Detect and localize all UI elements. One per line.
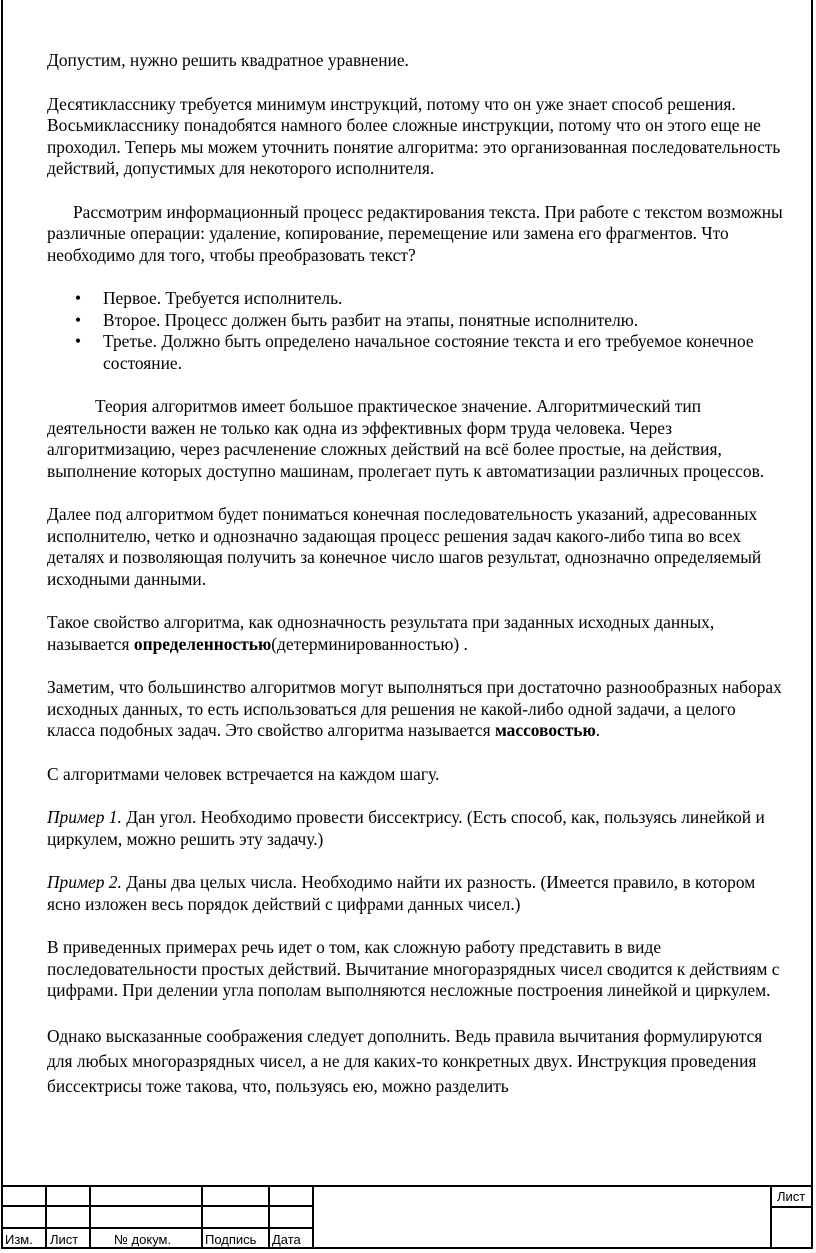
title-block-col-line	[268, 1185, 270, 1249]
paragraph-examples-discussion: В приведенных примерах речь идет о том, как сложную работу представить в виде последовательности простых действий. Вычитание многоразрядных чисел сводится к действиям с цифрами. При делении угла пополам выполняются несложные построения линейкой и циркулем.	[47, 937, 780, 1000]
text-span: Такое свойство алгоритма, как однозначность результата при заданных исходных данных, называется	[47, 612, 715, 654]
title-block-col-line	[770, 1185, 772, 1249]
text-span: .	[595, 720, 601, 740]
title-block-col-line	[312, 1185, 314, 1249]
label-date: Дата	[272, 1232, 301, 1247]
text-span: Дан угол. Необходимо провести биссектрису. (Есть способ, как, пользуясь линейкой и циркулем, можно решить эту задачу.)	[47, 807, 765, 849]
example-label: Пример 1.	[47, 807, 122, 827]
title-block-row-line	[1, 1227, 313, 1229]
paragraph-text-editing: Рассмотрим информационный процесс редактирования текста. При работе с текстом возможны различные операции: удаление, копирование, перемещение или замена его фрагментов. Что необходимо для того, чтобы преобразовать текст?	[47, 201, 783, 265]
list-item: • Третье. Должно быть определено начальное состояние текста и его требуемое конечное состояние.	[103, 331, 787, 374]
label-signature: Подпись	[205, 1232, 257, 1247]
paragraph-example-2	[47, 872, 787, 915]
example-label: Пример 2.	[47, 872, 122, 892]
label-list: Лист	[50, 1232, 79, 1247]
term-bold: определенностью	[133, 633, 272, 654]
title-block-col-line	[45, 1185, 47, 1249]
requirements-list	[47, 288, 787, 374]
term-bold: массовостью	[494, 720, 596, 740]
paragraph-theory: Теория алгоритмов имеет большое практическое значение. Алгоритмический тип деятельности важен не только как одна из эффективных форм труда человека. Через алгоритмизацию, через расчленение сложных действий на всё более простые, на действия, выполнение которых доступно машинам, пролегает путь к автоматизации различных процессов.	[47, 396, 765, 481]
title-block-row-line	[1, 1205, 313, 1207]
document-body	[47, 50, 787, 1121]
paragraph-example-1	[47, 807, 787, 850]
title-block	[1, 1185, 813, 1249]
paragraph-instructions: Десятикласснику требуется минимум инструкций, потому что он уже знает способ решения. Восьмикласснику понадобятся намного более сложные инструкции, потому что он этого еще не проходил. Теперь мы можем уточнить понятие алгоритма: это организованная последовательность действий, допустимых для некоторого исполнителя.	[47, 93, 781, 178]
paragraph-definition: Далее под алгоритмом будет пониматься конечная последовательность указаний, адресованных исполнителю, четко и однозначно задающая процесс решения задач какого-либо типа во всех деталях и позволяющая получить за конечное число шагов результат, однозначно определяемый исходными данными.	[47, 504, 762, 589]
text-span: Даны два целых числа. Необходимо найти их разность. (Имеется правило, в котором ясно изложен весь порядок действий с цифрами данных чисел.)	[47, 872, 756, 914]
text-span: (детерминированностью) .	[271, 633, 468, 654]
list-item: • Первое. Требуется исполнитель.	[103, 288, 787, 310]
label-document-number: № докум.	[114, 1232, 172, 1247]
title-block-col-line	[89, 1185, 91, 1249]
paragraph-mass	[47, 677, 787, 742]
label-sheet: Лист	[777, 1189, 806, 1204]
title-block-top-border	[1, 1185, 813, 1187]
paragraph-everyday: С алгоритмами человек встречается на каждом шагу.	[47, 763, 440, 784]
paragraph-conclusion: Однако высказанные соображения следует дополнить. Ведь правила вычитания формулируются для любых многоразрядных чисел, а не для каких-то конкретных двух. Инструкция проведения биссектрисы тоже такова, что, пользуясь ею, можно разделить	[47, 1025, 763, 1096]
paragraph-determinism	[47, 612, 787, 655]
label-izm: Изм.	[5, 1232, 33, 1247]
sheet-cell-line	[771, 1206, 813, 1208]
text-span: Заметим, что большинство алгоритмов могут выполняться при достаточно разнообразных наборах исходных данных, то есть использоваться для решения не какой-либо одной задачи, а целого класса подобных задач. Это свойство алгоритма называется	[47, 677, 782, 740]
title-block-col-line	[201, 1185, 203, 1249]
list-item: • Второе. Процесс должен быть разбит на этапы, понятные исполнителю.	[103, 310, 787, 332]
paragraph-intro: Допустим, нужно решить квадратное уравнение.	[47, 50, 409, 70]
